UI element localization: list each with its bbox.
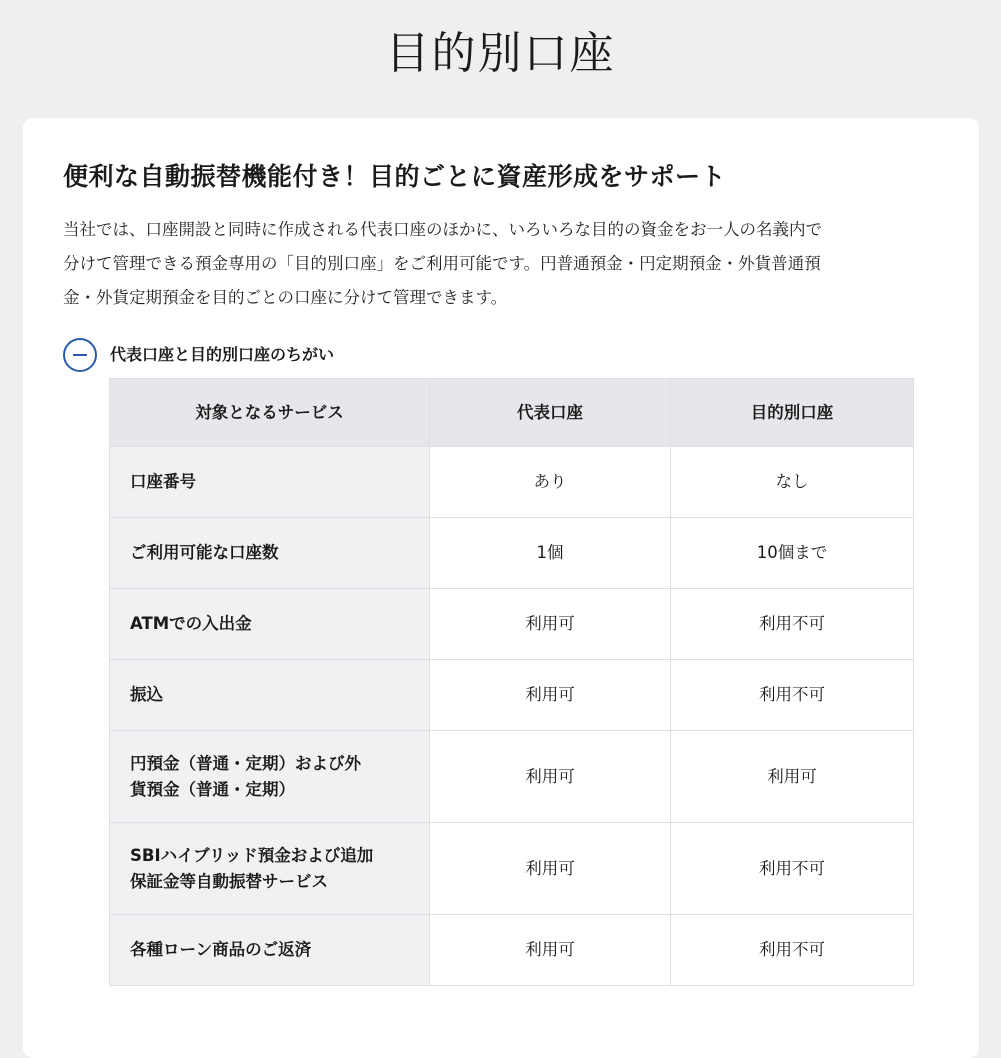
row-header-line: SBIハイブリッド預金および追加 — [130, 845, 374, 865]
row-header: 振込 — [110, 660, 430, 731]
purpose-cell: 利用可 — [671, 731, 914, 823]
purpose-cell: 利用不可 — [671, 823, 914, 915]
intro-text — [63, 213, 943, 315]
accordion-toggle[interactable] — [63, 338, 334, 372]
row-header: 口座番号 — [110, 447, 430, 518]
row-header-line: 円預金（普通・定期）および外 — [130, 753, 361, 773]
column-header-purpose: 目的別口座 — [671, 379, 914, 447]
accordion-label[interactable]: 代表口座と目的別口座のちがい — [110, 345, 335, 364]
minus-circle-icon[interactable] — [63, 338, 97, 372]
rep-cell: あり — [430, 447, 671, 518]
table-row — [110, 447, 914, 518]
table-row — [110, 731, 914, 823]
column-header-service: 対象となるサービス — [110, 379, 430, 447]
table-row — [110, 589, 914, 660]
intro-line: 分けて管理できる預金専用の「目的別口座」をご利用可能です。円普通預金・円定期預金・外貨普通預 — [63, 254, 821, 273]
table-row — [110, 660, 914, 731]
purpose-cell: 利用不可 — [671, 589, 914, 660]
rep-cell: 利用可 — [430, 823, 671, 915]
intro-line: 金・外貨定期預金を目的ごとの口座に分けて管理できます。 — [63, 288, 508, 307]
row-header: ご利用可能な口座数 — [110, 518, 430, 589]
rep-cell: 利用可 — [430, 731, 671, 823]
row-header-line: 保証金等自動振替サービス — [130, 871, 328, 891]
purpose-cell: 利用不可 — [671, 660, 914, 731]
row-header — [110, 731, 430, 823]
purpose-cell: なし — [671, 447, 914, 518]
purpose-cell: 利用不可 — [671, 915, 914, 986]
rep-cell: 利用可 — [430, 915, 671, 986]
row-header: ATMでの入出金 — [110, 589, 430, 660]
table-header-row — [110, 379, 914, 447]
row-header: 各種ローン商品のご返済 — [110, 915, 430, 986]
intro-line: 当社では、口座開設と同時に作成される代表口座のほかに、いろいろな目的の資金をお一人の名義内で — [63, 220, 822, 239]
table-row — [110, 915, 914, 986]
page-title: 目的別口座 — [385, 28, 616, 79]
rep-cell: 1個 — [430, 518, 671, 589]
table-row — [110, 518, 914, 589]
content-card — [23, 118, 979, 1058]
row-header-line: 貨預金（普通・定期） — [130, 779, 295, 799]
table-row — [110, 823, 914, 915]
column-header-rep: 代表口座 — [430, 379, 671, 447]
rep-cell: 利用可 — [430, 660, 671, 731]
purpose-cell: 10個まで — [671, 518, 914, 589]
comparison-table — [109, 378, 914, 986]
rep-cell: 利用可 — [430, 589, 671, 660]
section-heading: 便利な自動振替機能付き！目的ごとに資産形成をサポート — [63, 162, 727, 191]
row-header — [110, 823, 430, 915]
